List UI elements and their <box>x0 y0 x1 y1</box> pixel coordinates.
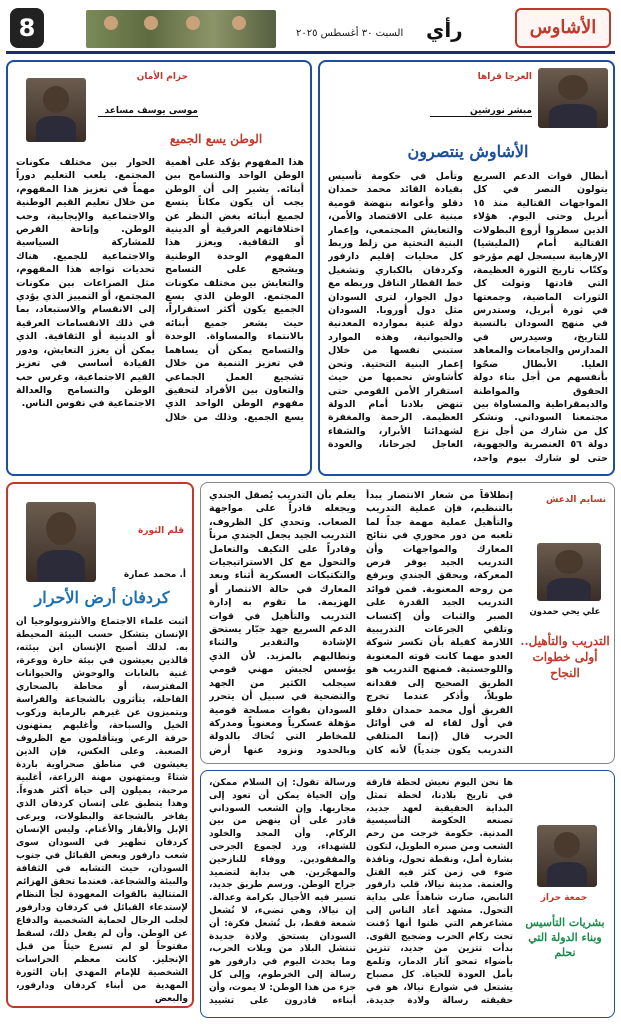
page-header <box>6 6 615 54</box>
author-photo <box>26 502 96 582</box>
article-body: أبطال قوات الدعم السريع يتولون النصر في كل المواجهات القتالية منذ ١٥ أبريل وحتى اليوم. هؤلاء الذين سطروا أروع البطولات القتالية أمام (المليشيا) الإرهابية سيسجل لهم مؤرخو وكتّاب تاريخ الثورة العظيمة، التي قادتها وتولت كل الثورات الماضية، وجمعتها في ثورة أبريل، وستدرس في منهج السودان بالنسبة للتاريخ، وسيدرس في المدارس والجامعات والمعاهد العليا. الأبطال ضحّوا بأنفسهم من أجل بناء دولة الحقوق والمواطنة والديمقراطية والمساواة بين مجتمعنا السوداني. ونشكر كل من شارك من أجل نزع دولة ٥٦ العنصرية والجهوية، حتى لو شارك بيوم واحد، وتأمل في حكومة تأسيس بقيادة القائد محمد حمدان دقلو وأعوانه بنهضة قومية مبنية على الاقتصاد والأمن، والتعايش المجتمعي، وإعمار البنية التحتية من زلط وربط كل محليات إقليم دارفور وكردفان بالكباري وتشغيل خط القطار الناقل وربطه مع دول الجوار، لترى السودان مثل دول أوروبا. السودان دولة غنية بموارده المعدنية والحيوانية، وهذه الموارد ستبني نفسها من خلال إعمار البنية التحتية. وتحن كأشاوش نحميها من حيث استقرار الأمن القومي حتى تنهض بلادنا أمام الدولة العظيمة. الرحمة والمغفرة لشهدائنا الأبرار، والشفاء العاجل لجرحانا، والعودة <box>328 171 608 464</box>
article-mid-left <box>6 482 194 1008</box>
article-mid-right <box>200 482 615 764</box>
article-headline: بشريات التأسيس وبناء الدولة التي نحلم <box>525 916 605 959</box>
author-photo <box>537 543 601 601</box>
article-body: إنطلاقاً من شعار الانتصار يبدأ بالتنظيم، فإن عملية التدريب والتأهيل عملية مهمة جداً لما تلعبه من دور محوري في نتائج المعارك والمواجهات وأن التدريب الجيد يوفر فرص المعركة، ويحقق الجندي ويرفع من روحه المعنوية. فمن فوائد التدريب الجيد القدرة على الصبر والثبات وأن إكتساب وتلقي الجرعات التدريبية اللازمة كفيلة بأن تكسر شوكة العدو مهما كانت قوته المعنوية واللوجستية. فمنهج التدريب هو الطريق الصحيح إلى فقدانه طويلاً، وأذكر عندما تخرج الفريق أول محمد حمدان دقلو في أول لقاء له في أوائل الحرب قال (إنما المتلقي التدريب يكون جندياً) لأنه كان يعلم بأن التدريب يُصقل الجندي ويجعله قادراً على مواجهة الصعاب. وتحدي كل الظروف، التدريب الجيد يجعل الجندي مرناً وقادراً على التكيف والتعامل والتحول مع كل الاستراتيجيات والتكتيكات العسكرية أثناء وبعد المعارك في حالة الانتصار أو الهزيمة. ما تقوم به إدارة التدريب والتأهيل في قوات الدعم السريع جهد جبّار يستحق الإشادة والتقدير والثناء ونطالبهم بالمزيد. لأن الذي يؤسس لجيش مهني قومي سيجلب الكثير من الجهد والتضحية في سبيل أن يتحرر السودان بقوات مسلحة قومية مؤهلة عسكرياً ومعنوياً ومدركة للمخاطر التي تُحاك بالدولة وبالحدود ونزود عنها أرض <box>209 490 513 756</box>
article-headline: كردفان أرض الأحرار <box>34 588 170 607</box>
page-number: 8 <box>10 8 44 48</box>
article-top-right <box>318 60 615 476</box>
author-photo <box>538 68 608 128</box>
article-headline: الأشاوش ينتصرون <box>407 142 529 161</box>
author-name: علي يحي حمدون <box>529 607 601 617</box>
column-tag: نسايم الدعش <box>545 495 606 505</box>
article-top-left <box>6 60 312 476</box>
author-name: موسى يوسف مساعد <box>98 106 198 117</box>
header-photo-strip <box>86 10 276 48</box>
author-name: مبشر نورشين <box>430 106 532 117</box>
author-name: أ. محمد عمارة <box>123 570 186 580</box>
article-headline: الوطن يسع الجميع <box>169 132 263 146</box>
article-body: ها نحن اليوم نعيش لحظة فارقة في تاريخ بلادنا، لحظة تمثل البداية الحقيقية لعهد جديد، تصنعه الحكومة التأسيسية المدنية. حكومة خرجت من رحم الشعب ومن صبره الطويل، لتكون بشارة أمل، ونقطة تحول، ونافذة ضوء في زمن كثر فيه القتل والعتمة. مدينة نيالا، قلب دارفور النابض، صارت شاهداً على بداية التحول. مشهد أعاد الناس إلى مشاعرهم التي ظنوا أنها دُفنت تحت ركام الحرب وضجيج القوى. بدأت تتزين من جديد، تتزين بأضواء تمحو آثار الدمار، وتلمع بأمل العودة للحياة. كل مصباح يشتعل في شوارع نيالا، هو في حقيقته رسالة ولادة جديدة. ورسالة تقول: إن السلام ممكن، وإن الحياة يمكن أن تعود إلى مجاريها. وإن الشعب السوداني قادر على أن ينهض من بين الركام. وأن المجد والخلود للشهداء، ورد لجموع الجرحى والمفقودين. ووفاء للنازحين والمهجّرين. هي بداية لتضميد جراح الوطن. ورسم طريق جديد، تسير فيه الأجيال بكرامة وعدالة. إن نيالا، وهي تضيء، لا تُشعل شمعة فقط، بل تُشعل فكرة: أن السودان يستحق ولادة جديدة تنتشل البلاد من ويلات الحرب، وما يحدث اليوم في دارفور هو رسالة إلى الخرطوم، وإلى كل جزء من هذا الوطن: لا يموت، وأن أبناءه قادرون على تشييد <box>209 778 513 1006</box>
column-tag: قلم الثورة <box>137 526 184 536</box>
author-name: جمعة حراز <box>540 893 588 903</box>
article-body: أثبت علماء الاجتماع والأنثروبولوجيا أن الإنسان يتشكل حسب البيئة المحيطة به. لذلك أصبح الإنسان ابن بيئته، قالذين يعيشون في بيئة حارة ووعرة، غنية بالغابات والوحوش والحيوانات المفترسة، أو محاطة بالصحاري القاحلة، يتأثرون بالشجاعة والفراسة ويتميزون عن غيرهم بالرماية وركوب الخيل والسباحة، وأغلبهم يمتهنون حرفة الرعي ويتأقلمون مع الظروف الصعبة. وعلى العكس، فإن الذين يعيشون في مناطق صحراوية باردة شتاءً ويمتهنون مهنة الزراعة، أغلبية مرحبة، يميلون إلى حياة أكثر هدوءاً. وهذا ينطبق على إنسان كردفان الذي يفاخر بالشجاعة والبطولات، ويرعى الإبل والأبقار والأغنام. وليس الإنسان كردفان تظهير في السودان سوى شعب دارفور وبعض القبائل في جنوب السودان، حيث التشابه في الثقافة والبيئة والشجاعة. فعندما تحقق الهزائم المتتالية بالقوات المعهودة لجأ النظام لإستدعاء القبائل في كردفان ودارفور لجلب الرجال لحماية الشخصية والدفاع عن الوطن. وأن لم يفعل ذلك، لسقط مفتوحاً لو لم تسرع حيئاً من قبل الإنجليز. كانت معظم الحراسات الشخصية للإمام المهدي إبان الثورة المهدية من أبناء كردفان ودارفور، والبعض <box>16 617 188 1004</box>
article-headline: التدريب والتأهيل.. أولى خطوات النجاح <box>520 634 610 680</box>
column-tag: العرجا قراها <box>477 72 532 82</box>
newspaper-logo: الأشاوس <box>515 8 611 48</box>
article-body: هذا المفهوم يؤكد على أهمية الوطن الواحد والتسامح بين أبنائه. يشير إلى أن الوطن يجب أن يكون مكاناً يتسع لجميع أبنائه بغض النظر عن اختلافاتهم العرقية أو الدينية أو الثقافية. ويعزز هذا المفهوم الوحدة الوطنية ويشجع على التسامح والتعايش بين مختلف مكونات المجتمع. الوطن الذي يسع الجميع يكون أكثر استقراراً، حيث يشعر جميع أبنائه بالانتماء والمساواة. الوحدة والتسامح يمكن أن يساهما في تعزيز التنمية من خلال تشجيع العمل الجماعي والتعاون بين الأفراد لتحقيق مفهوم الوطن الواحد الذي يسع الجميع. وذلك من خلال الحوار بين مختلف مكونات المجتمع. يلعب التعليم دوراً مهماً في تعزيز هذا المفهوم، من خلال تعليم القيم الوطنية والاجتماعية والإيجابية، وحب الوطن. وإتاحة الفرص للمشاركة السياسية والاجتماعية للجميع. هناك تحديات تواجه هذا المفهوم، مثل الصراعات بين مكونات المجتمع، أو التمييز الذي يؤدي إلى الانقسام والاستبعاد، بما في ذلك الانقسامات العرقية أو الدينية أو الثقافية. الذي يمكن أن يعزز التعايش، ودور القيادة أساسي في تعزيز القيم الاجتماعية، وغرس حب الوطن والتسامح والعدالة الاجتماعية في نفوس الناس. <box>16 157 304 423</box>
column-tag: حزام الأمان <box>136 72 188 82</box>
issue-date: السبت ٣٠ أغسطس ٢٠٢٥ <box>296 28 404 39</box>
section-title: رأي <box>426 18 463 42</box>
article-bottom <box>200 770 615 1018</box>
author-photo <box>26 78 86 142</box>
author-photo <box>537 825 597 887</box>
